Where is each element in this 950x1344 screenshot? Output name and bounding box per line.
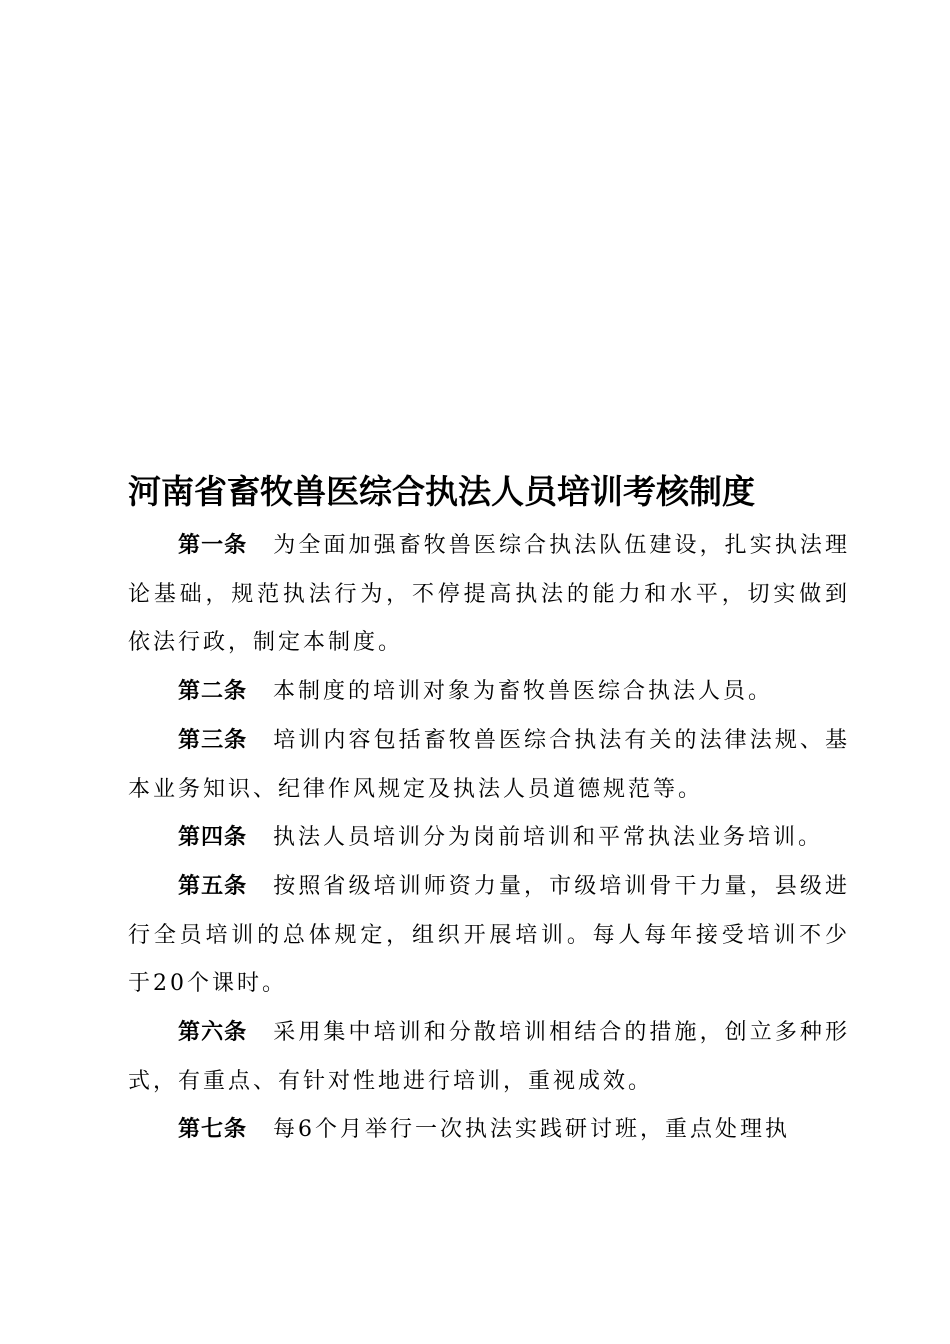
article-number: 第五条	[178, 873, 248, 899]
article-number: 第一条	[178, 533, 248, 558]
article-number: 第七条	[178, 1117, 248, 1143]
article-number: 第四条	[178, 825, 248, 851]
article-6	[128, 1009, 850, 1106]
article-text: 本制度的培训对象为畜牧兽医综合执法人员。	[273, 679, 774, 705]
article-5	[128, 863, 850, 1009]
article-text: 采用集中培训和分散培训相结合的措施，创立多种形式，有重点、有针对性地进行培训，重视成效。	[128, 1020, 850, 1094]
article-number: 第三条	[178, 727, 248, 753]
article-text: 按照省级培训师资力量，市级培训骨干力量，县级进行全员培训的总体规定，组织开展培训。每人每年接受培训不少于20个课时。	[128, 873, 850, 997]
article-3	[128, 717, 850, 814]
article-1	[128, 522, 850, 668]
document-title: 河南省畜牧兽医综合执法人员培训考核制度	[128, 472, 755, 511]
article-text: 每6个月举行一次执法实践研讨班，重点处理执	[273, 1117, 791, 1143]
article-text: 执法人员培训分为岗前培训和平常执法业务培训。	[273, 825, 824, 851]
article-list	[128, 522, 850, 1155]
article-text: 培训内容包括畜牧兽医综合执法有关的法律法规、基本业务知识、纪律作风规定及执法人员道德规范等。	[128, 727, 850, 802]
article-4	[128, 814, 850, 863]
article-2	[128, 668, 850, 717]
article-7	[128, 1106, 850, 1155]
article-text: 为全面加强畜牧兽医综合执法队伍建设，扎实执法理论基础，规范执法行为，不停提高执法的能力和水平，切实做到依法行政，制定本制度。	[128, 533, 850, 656]
article-number: 第二条	[178, 679, 248, 705]
article-number: 第六条	[178, 1020, 248, 1046]
